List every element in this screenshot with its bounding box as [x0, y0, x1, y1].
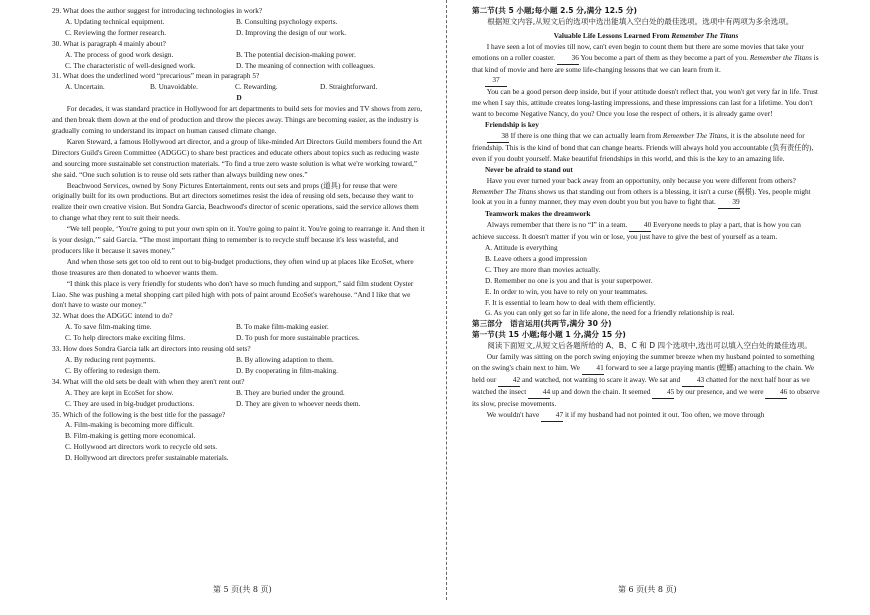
passage-paragraph: 38 If there is one thing that we can actually learn from Remember The Titans, it is the absolute need for friendship. This is the kind of bond that can change hearts. Friends will always hold you accountable (负有责任的), even if you doubt yourself. Make beautiful friendships in this world, and this is the key to an amazing life. — [472, 130, 814, 163]
question-31: 31. What does the underlined word “precarious” mean in paragraph 5? — [52, 71, 260, 81]
page-divider — [446, 0, 447, 600]
option: A. They are kept in EcoSet for show. — [65, 387, 174, 397]
option: G. As you can only get so far in life alone, the need for a friendly relationship is real. — [485, 308, 735, 318]
blank-39[interactable]: 39 — [718, 197, 740, 209]
option: C. To help directors make exciting films. — [65, 333, 186, 343]
option: A. By reducing rent payments. — [65, 355, 156, 364]
page-footer-right: 第 6 页(共 8 页) — [618, 585, 677, 594]
passage-paragraph: Karen Steward, a famous Hollywood art director, and a group of like-minded Art Directors Guild members found the Art Directors Guild's Green Committee (ADGGC) to share best practices and educate others about topics such as reducing waste and sourcing more sustainable set construction materials. “To find a true zero waste solution is what we're working toward,” she said. “One such solution is to reuse old sets rather than always building new ones.” — [52, 136, 423, 179]
option: F. It is essential to learn how to deal with them efficiently. — [485, 297, 656, 307]
option: B. By allowing adaption to them. — [236, 355, 334, 364]
page-footer-left: 第 5 页(共 8 页) — [213, 585, 272, 594]
passage-paragraph — [472, 75, 820, 87]
option: C. Rewarding. — [235, 82, 278, 92]
question-33: 33. How does Sondra Garcia talk art directors into reusing old sets? — [52, 344, 251, 354]
option: D. Hollywood art directors prefer sustainable materials. — [65, 453, 229, 463]
blank-36[interactable]: 36 — [557, 53, 579, 65]
question-35-options — [52, 420, 426, 464]
option: A. Updating technical equipment. — [65, 16, 165, 26]
question-33-options — [52, 355, 426, 377]
section-d-heading: D — [236, 93, 242, 103]
section-2-instructions: 根据短文内容,从短文后的选项中选出能填入空白处的最佳选项。选项中有两项为多余选项。 — [487, 16, 794, 26]
part-3-heading: 第三部分 语言运用(共两节,满分 30 分) — [472, 319, 612, 329]
blank-41[interactable]: 41 — [582, 363, 604, 375]
passage-paragraph: Beachwood Services, owned by Sony Pictures Entertainment, rents out sets and props (道具) for reuse that were originally built for its own productions. But art directors sometimes resist the idea of reusing old sets, because they want to realize their own creative vision. But Sondra Garcia, Beachwood's director of scenic operations, said the service allows them to change what they rent to suit their needs. — [52, 180, 419, 223]
question-30-options — [52, 50, 426, 72]
passage-paragraph: Have you ever turned your back away from an opportunity, only because you were different from others? Remember The Titans shows us that standing out from others is a blessing, it isn't a curse (祸根). Yes, people might look at you in a funny manner, they may even doubt you but you have to fight that. 39 — [472, 176, 820, 210]
passage-paragraph: “We tell people, ‘You're going to put your own spin on it. You're going to paint it. You're going to rearrange it. And then it is your design,’” said Garcia. “The most important thing to remember is to recycle stuff because it's less wasteful, and producers like it because it saves money.” — [52, 224, 425, 255]
option: A. To save film-making time. — [65, 322, 152, 332]
option: C. Reviewing the former research. — [65, 27, 167, 37]
option: C. By offering to redesign them. — [65, 365, 161, 375]
blank-43[interactable]: 43 — [682, 375, 704, 387]
passage-paragraph: Always remember that there is no “I” in a team. 40 Everyone needs to play a part, that is how you can achieve success. It doesn't matter if you win or lose, you just have to give the best of yourself as a team. — [472, 220, 801, 242]
option: E. In order to win, you have to rely on your teammates. — [485, 286, 648, 296]
option: A. Uncertain. — [65, 82, 105, 92]
option: C. Hollywood art directors work to recycle old sets. — [65, 442, 218, 452]
option: C. They are used in big-budget productions. — [65, 398, 195, 408]
option: D. Remember no one is you and that is your superpower. — [485, 275, 653, 285]
cloze-paragraph: Our family was sitting on the porch swing enjoying the summer breeze when my husband pointed to something on the swing's chain next to him. We 41 forward to see a large praying mantis (螳螂) attaching to the chain. We held our 42 and watched, not wanting to scare it away. We sat and 43 chatted for the next half hour as we watched the insect 44 up and down the chain. It seemed 45 by our presence, and we were 46 to observe its slow, precise movements. — [472, 352, 820, 408]
subheading: Friendship is key — [485, 120, 539, 130]
passage-paragraph: I have seen a lot of movies till now, can't even begin to count them but there are some movies that take your emotions on a roller coaster. 36 You become a part of them as they become a part of you. Remember the Titans is that kind of movie and here are some life-changing lessons that we can learn from it. — [472, 41, 819, 74]
question-30: 30. What is paragraph 4 mainly about? — [52, 38, 166, 48]
option: B. Unavoidable. — [150, 82, 198, 92]
option: D. The meaning of connection with colleagues. — [236, 60, 375, 70]
option: B. Leave others a good impression — [485, 253, 587, 263]
passage-title: Valuable Life Lessons Learned From Remember The Titans — [553, 30, 739, 40]
question-29-options — [52, 17, 426, 39]
option: D. Improving the design of our work. — [236, 27, 347, 37]
question-32: 32. What does the ADGGC intend to do? — [52, 311, 173, 321]
option: C. They are more than movies actually. — [485, 264, 601, 274]
cloze-paragraph: We wouldn't have 47 it if my husband had not pointed it out. Too often, we move through — [472, 410, 820, 422]
question-31-options — [52, 82, 426, 93]
option: B. They are buried under the ground. — [236, 387, 345, 397]
blank-44[interactable]: 44 — [528, 387, 550, 399]
option: A. The process of good work design. — [65, 49, 174, 59]
section-1-heading: 第一节(共 15 小题;每小题 1 分,满分 15 分) — [472, 330, 626, 340]
question-35: 35. Which of the following is the best title for the passage? — [52, 409, 226, 419]
subheading: Never be afraid to stand out — [485, 164, 573, 174]
blank-38[interactable]: 38 — [487, 131, 509, 143]
passage-paragraph: And when those sets get too old to rent out to big-budget productions, they often wind up at places like EcoSet, where those treasures are then donated to whoever wants them. — [52, 256, 414, 277]
answer-options — [472, 243, 820, 319]
passage-paragraph: You can be a good person deep inside, but if your attitude doesn't reflect that, you won't get very far in life. Trust me when I say this, attitude creates long-lasting impressions, and these impressions can last for a lifetime. You don't want to become Negative Nancy, do you? Once you lose the respect of others, it is already game over! — [472, 87, 818, 119]
question-34-options — [52, 388, 426, 410]
blank-42[interactable]: 42 — [498, 375, 520, 387]
option: B. Consulting psychology experts. — [236, 16, 338, 26]
option: D. By cooperating in film-making. — [236, 365, 338, 375]
passage-paragraph: “I think this place is very friendly for students who don't have so much funding and support,” said film student Oyster Liao. She was pushing a metal shopping cart piled high with pots of paint around EcoSet's warehouse. “And I like that we don't have to waste our money.” — [52, 278, 414, 310]
section-1-instructions: 阅读下面短文,从短文后各题所给的 A、B、C 和 D 四个选项中,选出可以填入空白处的最佳选项。 — [487, 341, 812, 351]
option: B. To make film-making easier. — [236, 322, 329, 332]
section-2-heading: 第二节(共 5 小题;每小题 2.5 分,满分 12.5 分) — [472, 6, 637, 15]
blank-37[interactable]: 37 — [485, 75, 507, 87]
subheading: Teamwork makes the dreamwork — [485, 209, 591, 219]
option: D. To push for more sustainable practices. — [236, 333, 360, 343]
question-32-options — [52, 322, 426, 344]
option: B. Film-making is getting more economical. — [65, 431, 196, 441]
option: D. They are given to whoever needs them. — [236, 398, 361, 408]
blank-40[interactable]: 40 — [629, 220, 651, 232]
option: B. The potential decision-making power. — [236, 49, 356, 59]
option: C. The characteristic of well-designed work. — [65, 60, 196, 70]
question-34: 34. What will the old sets be dealt with when they aren't rent out? — [52, 376, 245, 386]
question-29: 29. What does the author suggest for introducing technologies in work? — [52, 6, 263, 15]
option: D. Straightforward. — [320, 82, 378, 92]
option: A. Film-making is becoming more difficult. — [65, 420, 194, 430]
blank-45[interactable]: 45 — [652, 387, 674, 399]
passage-paragraph: For decades, it was standard practice in Hollywood for art departments to build sets for movies and TV shows from zero, and then break them down at the end of production and throw the pieces away. Things are becoming easier, as the industry is gradually coming to understand its impact on human caused climate change. — [52, 104, 423, 135]
blank-47[interactable]: 47 — [541, 410, 563, 422]
right-page — [472, 6, 820, 422]
blank-46[interactable]: 46 — [765, 387, 787, 399]
left-page — [52, 6, 426, 464]
option: A. Attitude is everything — [485, 243, 558, 253]
